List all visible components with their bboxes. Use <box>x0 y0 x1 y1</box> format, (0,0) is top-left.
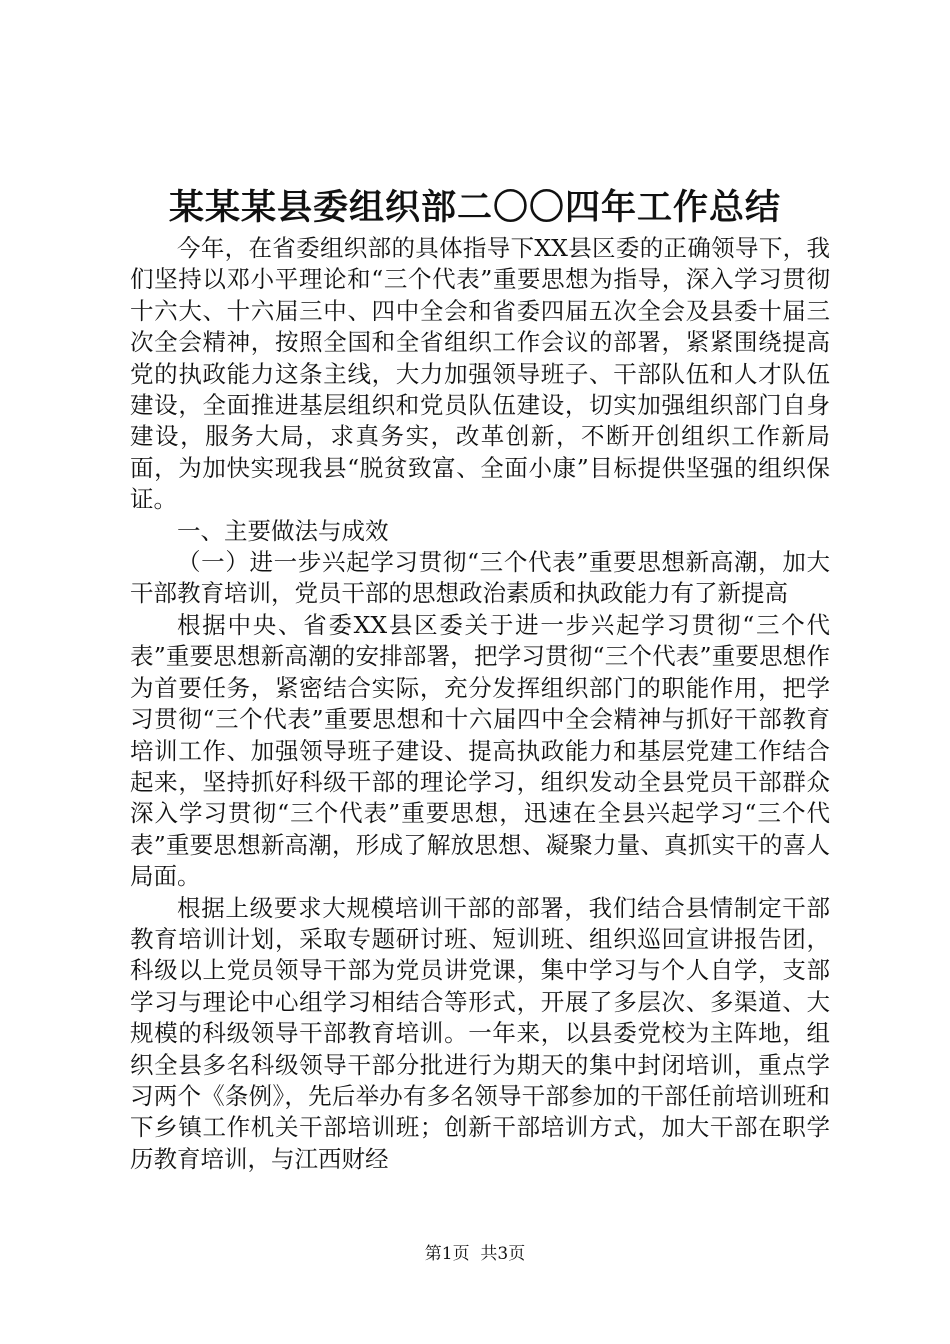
paragraph-intro: 今年，在省委组织部的具体指导下XX县区委的正确领导下，我们坚持以邓小平理论和“三个代表”重要思想为指导，深入学习贯彻十六大、十六届三中、四中全会和省委四届五次全会及县委十届三次全会精神，按照全国和全省组织工作会议的部署，紧紧围绕提高党的执政能力这条主线，大力加强领导班子、干部队伍和人才队伍建设，全面推进基层组织和党员队伍建设，切实加强组织部门自身建设，服务大局，求真务实，改革创新，不断开创组织工作新局面，为加快实现我县“脱贫致富、全面小康”目标提供坚强的组织保证。 <box>130 234 830 514</box>
section-heading-1: 一、主要做法与成效 <box>177 516 389 545</box>
subsection-heading-1: （一）进一步兴起学习贯彻“三个代表”重要思想新高潮，加大干部教育培训，党员干部的思想政治素质和执政能力有了新提高 <box>130 548 830 608</box>
paragraph-study: 根据中央、省委XX县区委关于进一步兴起学习贯彻“三个代表”重要思想新高潮的安排部署，把学习贯彻“三个代表”重要思想作为首要任务，紧密结合实际，充分发挥组织部门的职能作用，把学习贯彻“三个代表”重要思想和十六届四中全会精神与抓好干部教育培训工作、加强领导班子建设、提高执政能力和基层党建工作结合起来，坚持抓好科级干部的理论学习，组织发动全县党员干部群众深入学习贯彻“三个代表”重要思想，迅速在全县兴起学习“三个代表”重要思想新高潮，形成了解放思想、凝聚力量、真抓实干的喜人局面。 <box>130 610 830 891</box>
document-title: 某某某县委组织部二〇〇四年工作总结 <box>168 187 781 228</box>
page-number: 第1页 <box>424 1244 470 1264</box>
page-total: 共3页 <box>480 1244 526 1264</box>
page-footer <box>0 1243 950 1265</box>
document-body <box>130 233 830 1175</box>
footer-separator <box>470 1244 481 1264</box>
paragraph-training: 根据上级要求大规模培训干部的部署，我们结合县情制定干部教育培训计划，采取专题研讨班、短训班、组织巡回宣讲报告团，科级以上党员领导干部为党员讲党课，集中学习与个人自学，支部学习与理论中心组学习相结合等形式，开展了多层次、多渠道、大规模的科级领导干部教育培训。一年来，以县委党校为主阵地，组织全县多名科级领导干部分批进行为期天的集中封闭培训，重点学习两个《条例》，先后举办有多名领导干部参加的干部任前培训班和下乡镇工作机关干部培训班；创新干部培训方式，加大干部在职学历教育培训，与江西财经 <box>130 893 830 1173</box>
